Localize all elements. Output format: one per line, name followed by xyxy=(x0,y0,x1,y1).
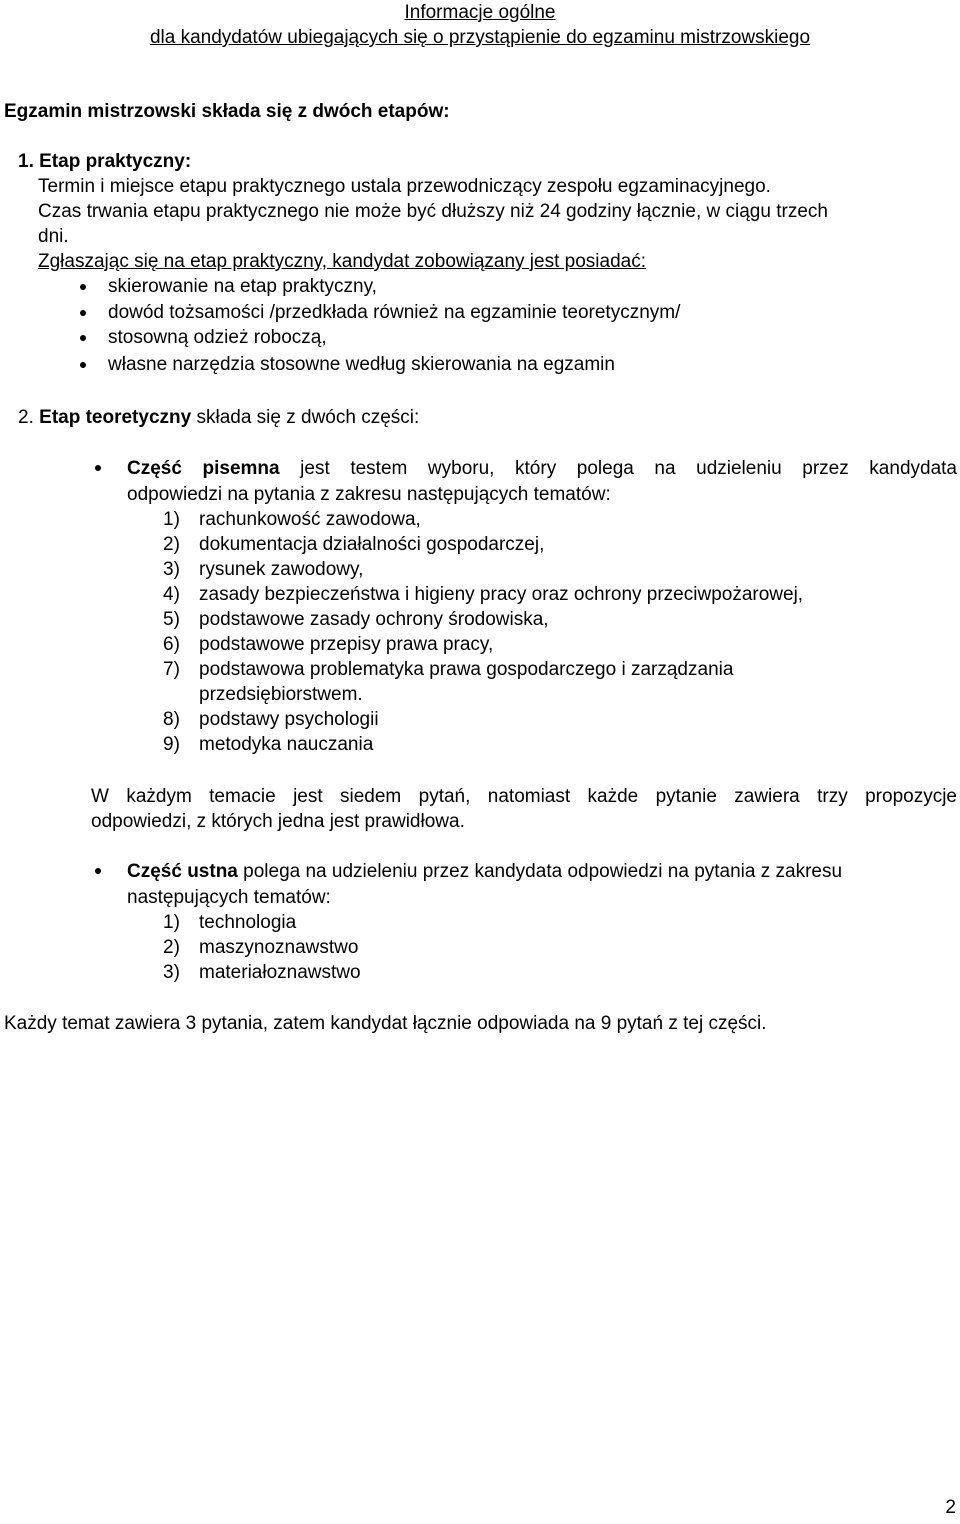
topic-text: zasady bezpieczeństwa i higieny pracy oraz ochrony przeciwpożarowej, xyxy=(199,584,804,605)
topic-number: 1) xyxy=(163,509,180,530)
topic-number: 2) xyxy=(163,937,180,958)
bullet-dot xyxy=(80,362,86,368)
stage1-heading: 1. Etap praktyczny: xyxy=(18,151,192,172)
topic-text: podstawowa problematyka prawa gospodarczego i zarządzania xyxy=(199,659,734,680)
oral-part-text: polega na udzieleniu przez kandydata odpowiedzi na pytania z zakresu xyxy=(237,861,843,882)
oral-part-label: Część ustna xyxy=(127,861,238,882)
stage1-line1: Termin i miejsce etapu praktycznego ustala przewodniczący zespołu egzaminacyjnego. xyxy=(38,176,771,197)
written-part-label: Część pisemna xyxy=(127,458,280,479)
intro-heading: Egzamin mistrzowski składa się z dwóch etapów: xyxy=(4,101,450,122)
page-number: 2 xyxy=(945,1497,956,1518)
written-note-line2: odpowiedzi, z których jedna jest prawidłowa. xyxy=(91,811,465,832)
topic-text: technologia xyxy=(199,912,297,933)
written-part-line1 xyxy=(127,456,957,481)
bullet-dot xyxy=(80,335,86,341)
topic-number: 6) xyxy=(163,634,180,655)
topic-text: materiałoznawstwo xyxy=(199,962,361,983)
topic-text: rachunkowość zawodowa, xyxy=(199,509,421,530)
stage2-heading xyxy=(18,405,419,430)
topic-text: dokumentacja działalności gospodarczej, xyxy=(199,534,545,555)
title-line-2: dla kandydatów ubiegających się o przystąpienie do egzaminu mistrzowskiego xyxy=(149,27,811,48)
requirements-lead: Zgłaszając się na etap praktyczny, kandydat zobowiązany jest posiadać: xyxy=(38,251,646,272)
topic-number: 3) xyxy=(163,559,180,580)
stage2-heading-rest: składa się z dwóch części: xyxy=(191,407,420,428)
requirement-item: dowód tożsamości /przedkłada również na egzaminie teoretycznym/ xyxy=(108,302,681,323)
written-part-text: jest testem wyboru, który polega na udzieleniu przez kandydata xyxy=(279,458,957,479)
stage1-line2: Czas trwania etapu praktycznego nie może być dłuższy niż 24 godziny łącznie, w ciągu trzech xyxy=(38,201,828,222)
topic-text: rysunek zawodowy, xyxy=(199,559,364,580)
topic-number: 8) xyxy=(163,709,180,730)
topic-number: 4) xyxy=(163,584,180,605)
document-title xyxy=(0,0,960,50)
oral-part-line2: następujących tematów: xyxy=(127,887,331,908)
written-part-line2: odpowiedzi na pytania z zakresu następujących tematów: xyxy=(127,484,611,505)
bullet-dot xyxy=(80,310,86,316)
bullet-dot xyxy=(95,868,101,874)
topic-text: maszynoznawstwo xyxy=(199,937,359,958)
topic-number: 1) xyxy=(163,912,180,933)
topic-text: podstawowe zasady ochrony środowiska, xyxy=(199,609,549,630)
stage1-line3: dni. xyxy=(38,226,69,247)
topic-number: 2) xyxy=(163,534,180,555)
topic-number: 9) xyxy=(163,734,180,755)
topic-number: 7) xyxy=(163,659,180,680)
stage2-heading-bold: Etap teoretyczny xyxy=(39,407,192,428)
bullet-dot xyxy=(95,465,101,471)
requirement-item: stosowną odzież roboczą, xyxy=(108,327,327,348)
summary-text: Każdy temat zawiera 3 pytania, zatem kandydat łącznie odpowiada na 9 pytań z tej części. xyxy=(4,1013,767,1034)
oral-part-line1 xyxy=(127,859,842,884)
stage2-number: 2. xyxy=(18,407,34,428)
requirement-item: skierowanie na etap praktyczny, xyxy=(108,276,377,297)
topic-text: metodyka nauczania xyxy=(199,734,374,755)
bullet-dot xyxy=(80,284,86,290)
requirement-item: własne narzędzia stosowne według skierowania na egzamin xyxy=(108,354,615,375)
topic-text: podstawy psychologii xyxy=(199,709,379,730)
topic-number: 5) xyxy=(163,609,180,630)
topic-text-continuation: przedsiębiorstwem. xyxy=(199,684,363,705)
title-line-1: Informacje ogólne xyxy=(404,2,556,23)
topic-number: 3) xyxy=(163,962,180,983)
topic-text: podstawowe przepisy prawa pracy, xyxy=(199,634,494,655)
written-note-line1: W każdym temacie jest siedem pytań, natomiast każde pytanie zawiera trzy propozycje xyxy=(91,786,957,807)
